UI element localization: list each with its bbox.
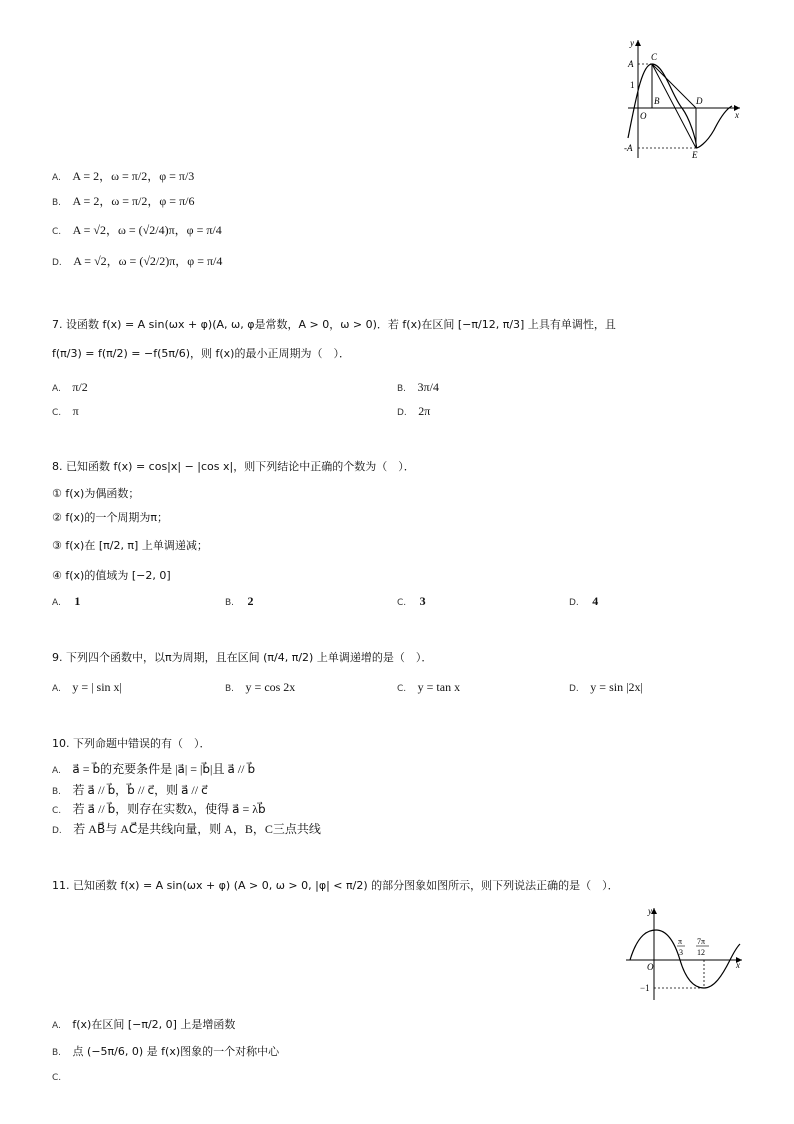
q8-item-1: ① f(x)为偶函数； xyxy=(52,487,140,500)
sine-curve xyxy=(628,64,732,148)
option-letter: C. xyxy=(52,1073,62,1083)
option-text: 3 xyxy=(419,594,426,608)
q10-stem: 10. 下列命题中错误的有（ ）． xyxy=(52,737,211,750)
option-letter: A. xyxy=(52,173,61,183)
origin-label: O xyxy=(640,111,647,121)
option-text: 3π/4 xyxy=(417,380,439,394)
q9-option-a[interactable] xyxy=(52,680,122,695)
q6-option-d[interactable] xyxy=(52,252,222,269)
origin-label: O xyxy=(647,962,654,972)
option-text: 4 xyxy=(592,594,599,608)
option-text: 若 AB⃗与 AC⃗是共线向量，则 A，B，C三点共线 xyxy=(73,822,321,836)
q8-item-3: ③ f(x)在 [π/2, π] 上单调递减； xyxy=(52,539,208,552)
q10-option-b[interactable] xyxy=(52,781,208,798)
q8-stem: 8. 已知函数 f(x) = cos|x| − |cos x|，则下列结论中正确的个数为（ ）． xyxy=(52,460,415,473)
q11-option-a[interactable] xyxy=(52,1016,235,1032)
q8-option-d[interactable] xyxy=(569,594,598,609)
option-letter: C. xyxy=(52,806,62,816)
y-axis-label: y xyxy=(630,38,634,48)
q11-option-c[interactable] xyxy=(52,1070,69,1083)
sine-curve xyxy=(630,930,740,988)
q7-option-a[interactable] xyxy=(52,380,88,395)
sine-graph-figure-q11 xyxy=(622,904,746,1004)
q8-item-2: ② f(x)的一个周期为π； xyxy=(52,511,168,524)
q10-option-d[interactable] xyxy=(52,820,321,837)
option-text: A = √2，ω = (√2/4)π，φ = π/4 xyxy=(72,223,222,237)
option-letter: B. xyxy=(52,1048,62,1058)
x-axis-label: x xyxy=(735,110,739,120)
option-text: 2 xyxy=(247,594,254,608)
q10-option-a[interactable] xyxy=(52,760,255,777)
option-text: 若 a⃗ // b⃗，b⃗ // c⃗，则 a⃗ // c⃗ xyxy=(72,783,208,797)
y-axis-label: y xyxy=(648,906,652,916)
q8-option-a[interactable] xyxy=(52,594,80,609)
option-text: 若 a⃗ // b⃗，则存在实数λ，使得 a⃗ = λb⃗ xyxy=(72,802,266,816)
option-letter: A. xyxy=(52,766,61,776)
option-text: y = tan x xyxy=(417,680,461,694)
option-letter: A. xyxy=(52,598,61,608)
option-letter: A. xyxy=(52,1021,61,1031)
q6-option-a[interactable] xyxy=(52,167,194,184)
option-letter: D. xyxy=(52,258,62,268)
option-letter: D. xyxy=(52,826,62,836)
tick-pi-over-3-num: π xyxy=(678,937,683,946)
option-letter: C. xyxy=(397,684,407,694)
option-letter: B. xyxy=(225,684,235,694)
point-d-label: D xyxy=(696,96,703,106)
neg-amplitude-label: -A xyxy=(624,143,633,153)
q9-option-b[interactable] xyxy=(225,680,295,695)
option-text: A = 2，ω = π/2，φ = π/3 xyxy=(72,169,195,183)
q9-stem: 9. 下列四个函数中，以π为周期，且在区间 (π/4, π/2) 上单调递增的是（ ）． xyxy=(52,651,433,664)
option-letter: B. xyxy=(225,598,235,608)
one-label: 1 xyxy=(630,80,635,90)
point-b-label: B xyxy=(654,96,660,106)
option-text: a⃗ = b⃗的充要条件是 |a⃗| = |b⃗|且 a⃗ // b⃗ xyxy=(72,762,256,776)
option-text: y = | sin x| xyxy=(72,680,122,694)
option-text: A = √2，ω = (√2/2)π，φ = π/4 xyxy=(73,254,223,268)
option-letter: D. xyxy=(397,408,407,418)
q8-option-c[interactable] xyxy=(397,594,426,609)
tick-7pi-over-12-den: 12 xyxy=(697,948,705,957)
option-text: y = cos 2x xyxy=(245,680,296,694)
q7-option-b[interactable] xyxy=(397,380,439,395)
q7-option-c[interactable] xyxy=(52,404,79,419)
option-text: π/2 xyxy=(72,380,88,394)
neg-one-label: −1 xyxy=(640,983,650,993)
q8-option-b[interactable] xyxy=(225,594,254,609)
option-text: 点 (−5π/6, 0) 是 f(x)图象的一个对称中心 xyxy=(72,1045,280,1058)
option-text: 1 xyxy=(74,594,81,608)
option-text: A = 2，ω = π/2，φ = π/6 xyxy=(72,194,195,208)
point-e-label: E xyxy=(692,150,698,160)
q9-option-d[interactable] xyxy=(569,680,643,695)
q9-option-c[interactable] xyxy=(397,680,460,695)
tick-7pi-over-12-num: 7π xyxy=(697,937,706,946)
option-letter: D. xyxy=(569,598,579,608)
option-text: y = sin |2x| xyxy=(590,680,643,694)
option-letter: B. xyxy=(52,198,62,208)
q6-option-c[interactable] xyxy=(52,221,222,238)
option-text: f(x)在区间 [−π/2, 0] 上是增函数 xyxy=(72,1018,236,1031)
q7-stem-line2: f(π/3) = f(π/2) = −f(5π/6)，则 f(x)的最小正周期为（ ）． xyxy=(52,347,350,360)
option-text: π xyxy=(72,404,79,418)
option-letter: C. xyxy=(397,598,407,608)
q7-stem-line1: 7. 设函数 f(x) = A sin(ωx + φ)(A, ω, φ是常数，A > 0，ω > 0)．若 f(x)在区间 [−π/12, π/3] 上具有单调性，且 xyxy=(52,318,616,331)
amplitude-label: A xyxy=(628,59,634,69)
x-axis-label: x xyxy=(736,960,740,970)
q11-option-b[interactable] xyxy=(52,1043,279,1059)
option-letter: B. xyxy=(52,787,62,797)
q11-stem: 11. 已知函数 f(x) = A sin(ωx + φ) (A > 0, ω > 0, |φ| < π/2) 的部分图象如图所示，则下列说法正确的是（ ）． xyxy=(52,879,619,892)
q7-option-d[interactable] xyxy=(397,404,430,419)
tick-pi-over-3-den: 3 xyxy=(679,948,683,957)
option-text: 2π xyxy=(418,404,431,418)
option-letter: C. xyxy=(52,408,62,418)
option-letter: D. xyxy=(569,684,579,694)
q8-item-4: ④ f(x)的值域为 [−2, 0] xyxy=(52,569,171,582)
q10-option-c[interactable] xyxy=(52,800,266,817)
option-letter: A. xyxy=(52,384,61,394)
q6-option-b[interactable] xyxy=(52,192,194,209)
option-letter: A. xyxy=(52,684,61,694)
option-letter: C. xyxy=(52,227,62,237)
option-letter: B. xyxy=(397,384,407,394)
sine-graph-figure-q6 xyxy=(610,36,745,164)
point-c-label: C xyxy=(651,52,658,62)
